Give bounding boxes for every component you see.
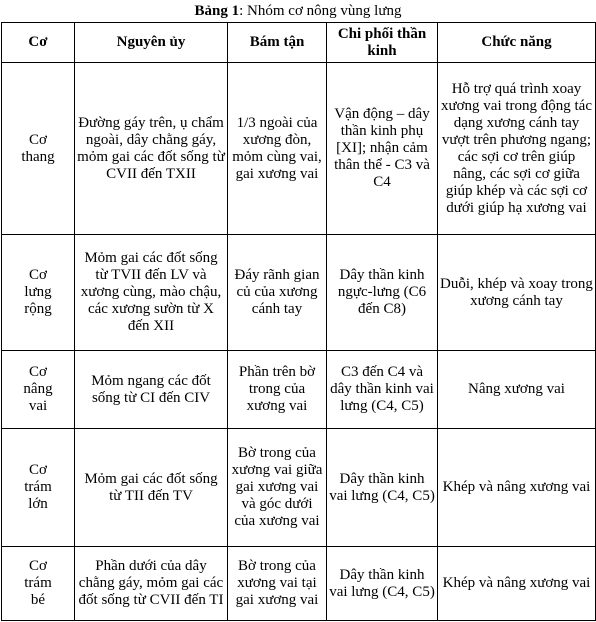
header-row [2,23,596,63]
cell-chi-phoi: C3 đến C4 và dây thần kinh vai lưng (C4, C5) [327,351,438,429]
cell-chuc-nang: Khép và nâng xương vai [438,547,596,621]
cell-nguyen-uy: Phần dưới của dây chằng gáy, mỏm gai các đốt sống từ CVII đến TI [75,547,228,621]
table-row [2,63,596,235]
table-row [2,429,596,547]
cell-bam-tan: Bờ trong của xương vai giữa gai xương vai và góc dưới của xương vai [228,429,327,547]
header-co: Cơ [2,23,75,63]
muscle-table [1,22,596,621]
cell-nguyen-uy: Mỏm gai các đốt sống từ TII đến TV [75,429,228,547]
cell-nguyen-uy: Mỏm ngang các đốt sống từ CI đến CIV [75,351,228,429]
table-caption-text: : Nhóm cơ nông vùng lưng [239,3,402,19]
cell-bam-tan: 1/3 ngoài của xương đòn, mỏm cùng vai, gai xương vai [228,63,327,235]
cell-chuc-nang: Khép và nâng xương vai [438,429,596,547]
header-chuc-nang: Chức năng [438,23,596,63]
cell-bam-tan: Bờ trong của xương vai tại gai xương vai [228,547,327,621]
cell-co: Cơ nâng vai [2,351,75,429]
cell-chuc-nang: Duỗi, khép và xoay trong xương cánh tay [438,235,596,351]
cell-bam-tan: Đáy rãnh gian củ của xương cánh tay [228,235,327,351]
table-caption-label: Bảng 1 [194,3,240,19]
cell-co: Cơ lưng rộng [2,235,75,351]
cell-nguyen-uy: Mỏm gai các đốt sống từ TVII đến LV và xương cùng, mào chậu, các xương sườn từ X đến XII [75,235,228,351]
cell-co: Cơ trám bé [2,547,75,621]
table-row [2,547,596,621]
table-caption [0,0,596,22]
cell-nguyen-uy: Đường gáy trên, ụ chẩm ngoài, dây chằng gáy, mỏm gai các đốt sống từ CVII đến TXII [75,63,228,235]
table-row [2,235,596,351]
table-row [2,351,596,429]
header-nguyen-uy: Nguyên ủy [75,23,228,63]
cell-chi-phoi: Dây thần kinh vai lưng (C4, C5) [327,429,438,547]
header-bam-tan: Bám tận [228,23,327,63]
cell-chi-phoi: Dây thần kinh vai lưng (C4, C5) [327,547,438,621]
cell-co: Cơ thang [2,63,75,235]
cell-chuc-nang: Nâng xương vai [438,351,596,429]
cell-chi-phoi: Dây thần kinh ngực-lưng (C6 đến C8) [327,235,438,351]
cell-chuc-nang: Hỗ trợ quá trình xoay xương vai trong động tác dạng xương cánh tay vượt trên phương ngang; các sợi cơ trên giúp nâng, các sợi cơ giữa giúp khép và các sợi cơ dưới giúp hạ xương vai [438,63,596,235]
cell-co: Cơ trám lớn [2,429,75,547]
cell-bam-tan: Phần trên bờ trong của xương vai [228,351,327,429]
header-chi-phoi: Chi phối thần kinh [327,23,438,63]
cell-chi-phoi: Vận động – dây thần kinh phụ [XI]; nhận cảm thân thể - C3 và C4 [327,63,438,235]
